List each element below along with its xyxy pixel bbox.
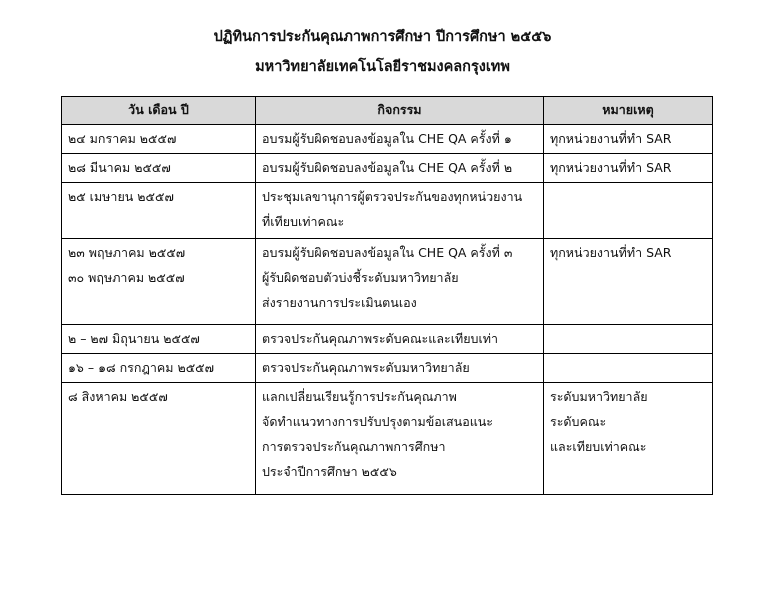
note-text: ทุกหน่วยงานที่ทำ SAR bbox=[550, 160, 672, 175]
qa-calendar-table bbox=[61, 96, 713, 495]
table-row bbox=[62, 354, 713, 383]
activity-cell bbox=[256, 383, 544, 495]
date-cell bbox=[62, 183, 256, 239]
header-date: วัน เดือน ปี bbox=[62, 97, 256, 125]
activity-cell bbox=[256, 183, 544, 239]
date-cell bbox=[62, 383, 256, 495]
date-cell bbox=[62, 325, 256, 354]
activity-text: การตรวจประกันคุณภาพการศึกษา bbox=[262, 439, 446, 454]
table-row bbox=[62, 125, 713, 154]
header-activity: กิจกรรม bbox=[256, 97, 544, 125]
date-text: ๒๕ เมษายน ๒๕๕๗ bbox=[68, 189, 174, 204]
activity-text: ตรวจประกันคุณภาพระดับคณะและเทียบเท่า bbox=[262, 331, 498, 346]
note-text: ระดับคณะ bbox=[550, 414, 607, 429]
document-title: ปฏิทินการประกันคุณภาพการศึกษา ปีการศึกษา ๒๕๕๖ bbox=[213, 29, 552, 45]
activity-text: ประชุมเลขานุการผู้ตรวจประกันของทุกหน่วยงาน bbox=[262, 189, 523, 204]
date-text: ๒๔ มกราคม ๒๕๕๗ bbox=[68, 131, 177, 146]
note-text: ทุกหน่วยงานที่ทำ SAR bbox=[550, 245, 672, 260]
date-text: ๘ สิงหาคม ๒๕๕๗ bbox=[68, 389, 168, 404]
table-row bbox=[62, 325, 713, 354]
activity-text: จัดทำแนวทางการปรับปรุงตามข้อเสนอแนะ bbox=[262, 414, 494, 429]
note-text: ระดับมหาวิทยาลัย bbox=[550, 389, 648, 404]
date-text: ๑๖ – ๑๘ กรกฎาคม ๒๕๕๗ bbox=[68, 360, 215, 375]
activity-text: แลกเปลี่ยนเรียนรู้การประกันคุณภาพ bbox=[262, 389, 457, 404]
activity-cell bbox=[256, 354, 544, 383]
activity-cell bbox=[256, 125, 544, 154]
date-text: ๒๘ มีนาคม ๒๕๕๗ bbox=[68, 160, 171, 175]
date-cell bbox=[62, 354, 256, 383]
activity-text: ตรวจประกันคุณภาพระดับมหาวิทยาลัย bbox=[262, 360, 470, 375]
table-row bbox=[62, 183, 713, 239]
table-row bbox=[62, 239, 713, 325]
document-subtitle: มหาวิทยาลัยเทคโนโลยีราชมงคลกรุงเทพ bbox=[255, 59, 510, 75]
note-cell bbox=[544, 383, 713, 495]
table-header-row bbox=[62, 97, 713, 125]
table-row bbox=[62, 383, 713, 495]
activity-cell bbox=[256, 154, 544, 183]
note-cell bbox=[544, 325, 713, 354]
activity-text: อบรมผู้รับผิดชอบลงข้อมูลใน CHE QA ครั้งที่ ๓ bbox=[262, 245, 513, 260]
date-cell bbox=[62, 154, 256, 183]
note-text: ทุกหน่วยงานที่ทำ SAR bbox=[550, 131, 672, 146]
note-cell bbox=[544, 154, 713, 183]
note-cell bbox=[544, 183, 713, 239]
table-row bbox=[62, 154, 713, 183]
activity-text: ผู้รับผิดชอบตัวบ่งชี้ระดับมหาวิทยาลัย bbox=[262, 270, 459, 285]
activity-text: ประจำปีการศึกษา ๒๕๕๖ bbox=[262, 464, 397, 479]
note-cell bbox=[544, 125, 713, 154]
activity-text: ที่เทียบเท่าคณะ bbox=[262, 214, 345, 229]
date-text: ๒ – ๒๗ มิถุนายน ๒๕๕๗ bbox=[68, 331, 200, 346]
activity-text: ส่งรายงานการประเมินตนเอง bbox=[262, 295, 417, 310]
date-text: ๒๓ พฤษภาคม ๒๕๕๗ bbox=[68, 245, 186, 260]
note-cell bbox=[544, 354, 713, 383]
date-cell bbox=[62, 239, 256, 325]
activity-text: อบรมผู้รับผิดชอบลงข้อมูลใน CHE QA ครั้งที่ ๑ bbox=[262, 131, 512, 146]
date-text: ๓๐ พฤษภาคม ๒๕๕๗ bbox=[68, 270, 185, 285]
activity-cell bbox=[256, 239, 544, 325]
header-note: หมายเหตุ bbox=[544, 97, 713, 125]
note-text: และเทียบเท่าคณะ bbox=[550, 439, 647, 454]
activity-cell bbox=[256, 325, 544, 354]
note-cell bbox=[544, 239, 713, 325]
activity-text: อบรมผู้รับผิดชอบลงข้อมูลใน CHE QA ครั้งที่ ๒ bbox=[262, 160, 513, 175]
date-cell bbox=[62, 125, 256, 154]
